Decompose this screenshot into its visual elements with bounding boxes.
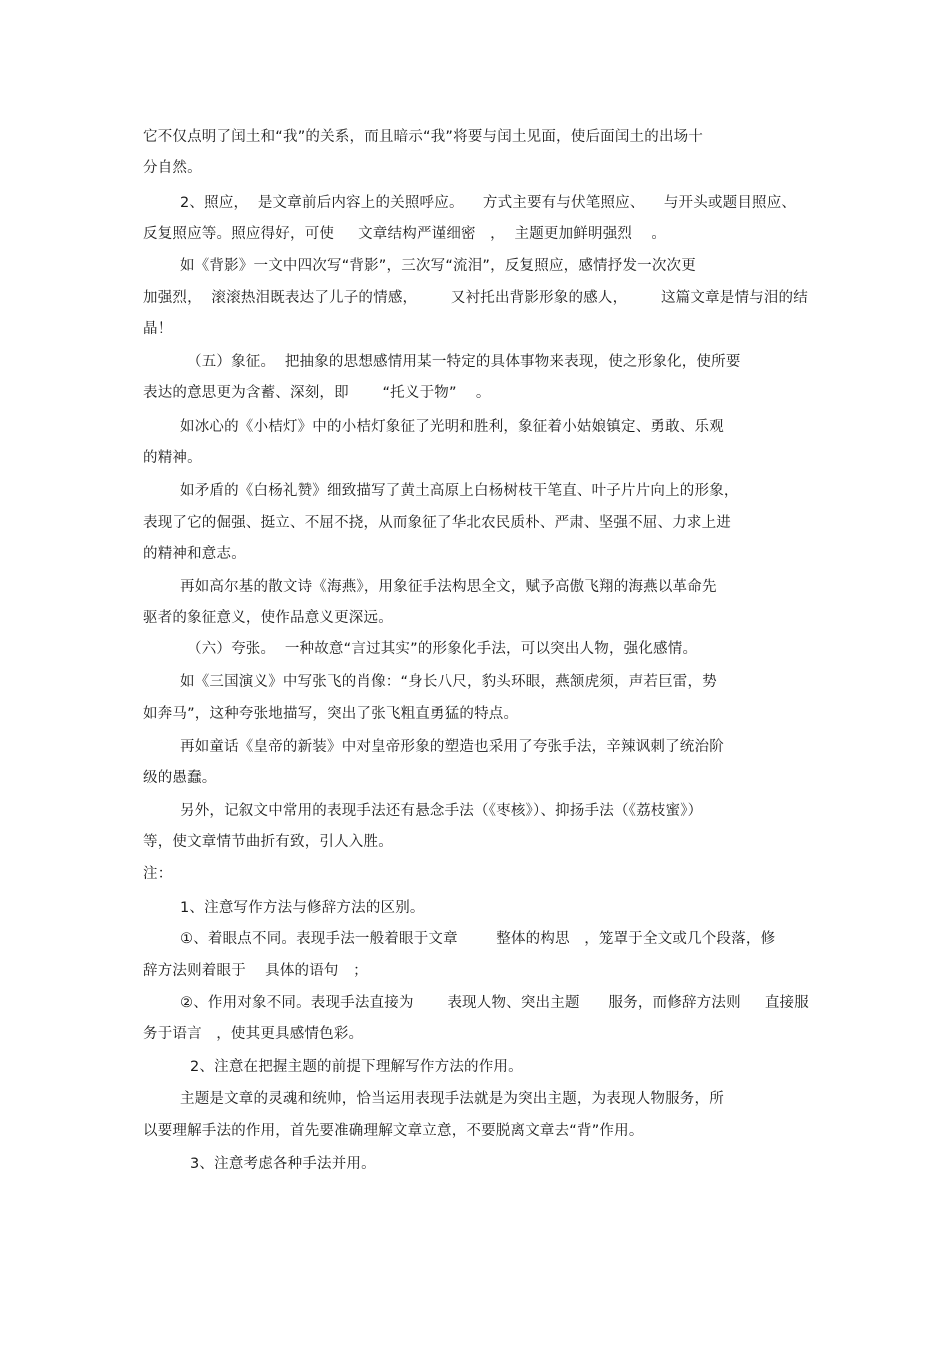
text-line: 另外，记叙文中常用的表现手法还有悬念手法（《枣核》）、抑扬手法（《荔枝蜜》） [180,803,703,819]
text-line: 务于语言 ，使其更具感情色彩。 [143,1026,364,1042]
text-line: 如《三国演义》中写张飞的肖像：“身长八尺，豹头环眼，燕颔虎须，声若巨雷，势 [180,674,717,690]
section-heading: （五）象征。 把抽象的思想感情用某一特定的具体事物来表现，使之形象化，使所要 [187,354,741,370]
section-heading: （六）夸张。 一种故意“言过其实”的形象化手法，可以突出人物，强化感情。 [187,641,698,657]
note-item: 1、注意写作方法与修辞方法的区别。 [180,900,425,916]
text-line: 如矛盾的《白杨礼赞》细致描写了黄土高原上白杨树枝干笔直、叶子片片向上的形象， [180,483,739,499]
note-item: 3、注意考虑各种手法并用。 [190,1156,376,1172]
note-item: 2、注意在把握主题的前提下理解写作方法的作用。 [190,1059,523,1075]
text-line: 如《背影》一文中四次写“背影”，三次写“流泪”，反复照应，感情抒发一次次更 [180,258,696,274]
text-line: 表现了它的倔强、挺立、不屈不挠，从而象征了华北农民质朴、严肃、坚强不屈、力求上进 [143,515,731,531]
text-line: 表达的意思更为含蓄、深刻，即 “托义于物” 。 [143,385,491,401]
text-line: 如冰心的《小桔灯》中的小桔灯象征了光明和胜利，象征着小姑娘镇定、勇敢、乐观 [180,419,724,435]
text-line: ②、作用对象不同。表现手法直接为 表现人物、突出主题 服务，而修辞方法则 直接服 [180,995,809,1011]
text-line: 如奔马”，这种夸张地描写，突出了张飞粗直勇猛的特点。 [143,706,519,722]
text-line: 以要理解手法的作用，首先要准确理解文章立意，不要脱离文章去“背”作用。 [143,1123,644,1139]
text-line: 晶！ [143,321,173,337]
note-label: 注： [143,866,173,882]
text-line: 加强烈， 滚滚热泪既表达了儿子的情感， 又衬托出背影形象的感人， 这篇文章是情与泪的结 [143,290,808,306]
text-line: 反复照应等。照应得好，可使 文章结构严谨细密 ， 主题更加鲜明强烈 。 [143,226,667,242]
text-line: 的精神和意志。 [143,546,246,562]
text-line: 驱者的象征意义，使作品意义更深远。 [143,610,393,626]
text-line: 辞方法则着眼于 具体的语句 ； [143,963,368,979]
text-line: 主题是文章的灵魂和统帅，恰当运用表现手法就是为突出主题，为表现人物服务，所 [180,1091,724,1107]
text-line: 等，使文章情节曲折有致，引人入胜。 [143,834,393,850]
text-line: 级的愚蠢。 [143,770,217,786]
text-line: 再如童话《皇帝的新装》中对皇帝形象的塑造也采用了夸张手法，辛辣讽刺了统治阶 [180,739,724,755]
text-line: 分自然。 [143,160,202,176]
text-line: 再如高尔基的散文诗《海燕》，用象征手法构思全文，赋予高傲飞翔的海燕以革命先 [180,579,717,595]
text-line: ①、着眼点不同。表现手法一般着眼于文章 整体的构思 ，笼罩于全文或几个段落，修 [180,931,776,947]
text-line: 它不仅点明了闰土和“我”的关系，而且暗示“我”将要与闰土见面，使后面闰土的出场十 [143,129,704,145]
text-line: 2、照应， 是文章前后内容上的关照呼应。 方式主要有与伏笔照应、 与开头或题目照应、 [180,195,797,211]
text-line: 的精神。 [143,450,202,466]
